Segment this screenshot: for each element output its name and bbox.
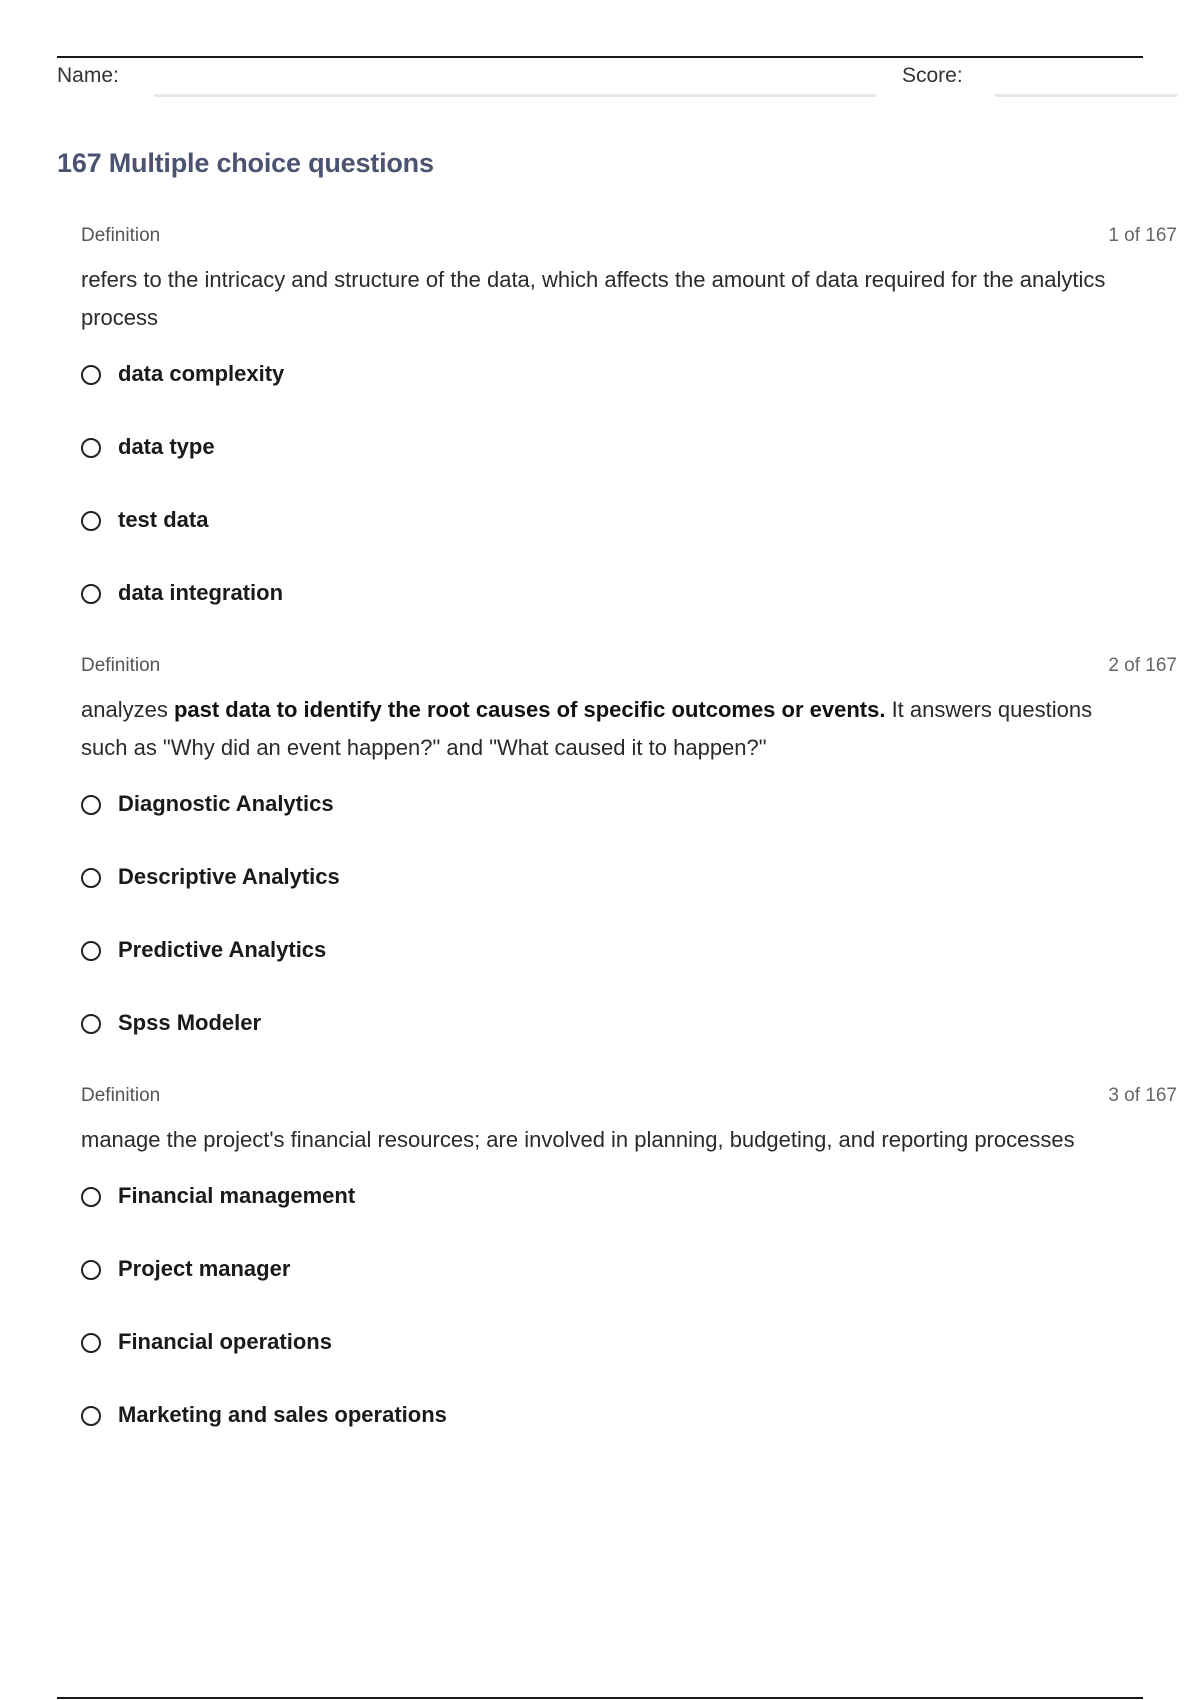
answer-options: [81, 361, 1177, 653]
question-type-label: Definition: [81, 1085, 161, 1106]
question-text: [81, 261, 1141, 337]
score-field[interactable]: [995, 94, 1177, 97]
question-2: [81, 655, 1177, 1083]
question-text-part: analyzes: [81, 697, 174, 722]
answer-option[interactable]: [81, 1183, 1177, 1256]
answer-option[interactable]: [81, 791, 1177, 864]
answer-option-label: data type: [118, 434, 215, 459]
answer-option-label: Financial operations: [118, 1329, 332, 1354]
question-text: [81, 691, 1141, 767]
answer-option[interactable]: [81, 1329, 1177, 1402]
radio-circle-icon[interactable]: [81, 1260, 101, 1280]
radio-circle-icon[interactable]: [81, 1187, 101, 1207]
answer-option-label: Marketing and sales operations: [118, 1402, 447, 1427]
question-text-bold: past data to identify the root causes of specific outcomes or events.: [173, 697, 886, 722]
answer-option-label: Project manager: [118, 1256, 291, 1281]
question-text-part: It answers questions such as "Why did an event happen?" and "What caused it to happen?": [81, 697, 1093, 760]
answer-option[interactable]: [81, 507, 1177, 580]
score-label: Score:: [902, 64, 963, 87]
question-text: [81, 1121, 1141, 1159]
question-text-part: refers to the intricacy and structure of the data, which affects the amount of data required for the analytics process: [81, 267, 1106, 330]
radio-circle-icon[interactable]: [81, 1014, 101, 1034]
answer-option-label: Spss Modeler: [118, 1010, 262, 1035]
question-type-label: Definition: [81, 225, 161, 246]
answer-option-label: test data: [118, 507, 209, 532]
answer-option-label: data integration: [118, 580, 284, 605]
answer-option-label: Descriptive Analytics: [118, 864, 340, 889]
answer-option-label: Predictive Analytics: [118, 937, 327, 962]
question-header: [81, 225, 1177, 253]
radio-circle-icon[interactable]: [81, 868, 101, 888]
radio-circle-icon[interactable]: [81, 1333, 101, 1353]
answer-option-label: data complexity: [118, 361, 285, 386]
radio-circle-icon[interactable]: [81, 1406, 101, 1426]
page-title: 167 Multiple choice questions: [57, 148, 434, 178]
question-3: [81, 1085, 1177, 1475]
name-label: Name:: [57, 64, 119, 87]
name-field[interactable]: [154, 94, 876, 97]
answer-option[interactable]: [81, 864, 1177, 937]
question-header: [81, 1085, 1177, 1113]
radio-circle-icon[interactable]: [81, 365, 101, 385]
question-counter: 1 of 167: [1108, 225, 1177, 246]
answer-options: [81, 1183, 1177, 1475]
radio-circle-icon[interactable]: [81, 438, 101, 458]
name-score-row: [57, 62, 1177, 102]
question-type-label: Definition: [81, 655, 161, 676]
question-1: [81, 225, 1177, 653]
answer-option[interactable]: [81, 580, 1177, 653]
top-rule: [57, 56, 1143, 58]
radio-circle-icon[interactable]: [81, 795, 101, 815]
question-counter: 2 of 167: [1108, 655, 1177, 676]
answer-option-label: Financial management: [118, 1183, 356, 1208]
answer-options: [81, 791, 1177, 1083]
answer-option[interactable]: [81, 937, 1177, 1010]
question-text-part: manage the project's financial resources; are involved in planning, budgeting, and reporting processes: [81, 1127, 1075, 1152]
answer-option[interactable]: [81, 1256, 1177, 1329]
answer-option[interactable]: [81, 1402, 1177, 1475]
bottom-rule: [57, 1697, 1143, 1699]
answer-option[interactable]: [81, 1010, 1177, 1083]
radio-circle-icon[interactable]: [81, 584, 101, 604]
answer-option[interactable]: [81, 434, 1177, 507]
radio-circle-icon[interactable]: [81, 511, 101, 531]
answer-option[interactable]: [81, 361, 1177, 434]
radio-circle-icon[interactable]: [81, 941, 101, 961]
question-counter: 3 of 167: [1108, 1085, 1177, 1106]
question-header: [81, 655, 1177, 683]
answer-option-label: Diagnostic Analytics: [118, 791, 334, 816]
